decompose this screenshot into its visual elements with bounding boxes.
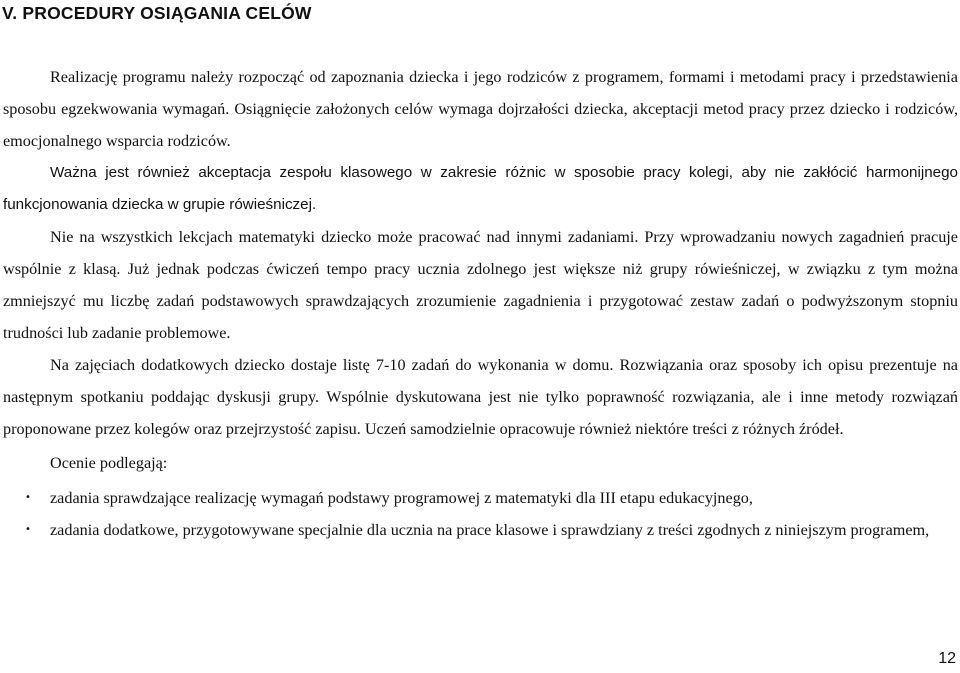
paragraph-realizacja: Realizację programu należy rozpocząć od zapoznania dziecka i jego rodziców z programem, formami i metodami pracy i przedstawienia sposobu egzekwowania wymagań. Osiągnięcie założonych celów wymaga dojrzałości dziecka, akceptacji metod pracy przez dziecko i rodziców, emocjonalnego wsparcia rodziców. — [3, 68, 958, 150]
paragraph-zajecia-dodatkowe: Na zajęciach dodatkowych dziecko dostaje listę 7-10 zadań do wykonania w domu. Rozwiązania oraz sposoby ich opisu prezentuje na następnym spotkaniu poddając dyskusji grupy. Wspólnie dyskutowana jest nie tylko poprawność rozwiązania, ale i inne metody rozwiązań proponowane przez kolegów oraz przejrzystość zapisu. Uczeń samodzielnie opracowuje również niektóre treści z różnych źródeł. — [3, 356, 958, 438]
list-item-text: zadania sprawdzające realizację wymagań podstawy programowej z matematyki dla III etapu edukacyjnego, — [50, 489, 753, 507]
bullet-icon: • — [25, 492, 31, 503]
document-body — [3, 61, 958, 546]
page-number: 12 — [938, 650, 956, 667]
paragraph-akceptacja: Ważna jest również akceptacja zespołu klasowego w zakresie różnic w sposobie pracy kolegi, aby nie zakłócić harmonijnego funkcjonowania dziecka w grupie rówieśniczej. — [3, 164, 958, 213]
paragraph-ocenie-podlegaja: Ocenie podlegają: — [50, 454, 168, 472]
bullet-icon: • — [25, 524, 31, 535]
section-heading: V. PROCEDURY OSIĄGANIA CELÓW — [2, 3, 312, 23]
assessment-list — [3, 482, 958, 546]
list-item — [3, 514, 958, 546]
paragraph-lekcje: Nie na wszystkich lekcjach matematyki dziecko może pracować nad innymi zadaniami. Przy wprowadzaniu nowych zagadnień pracuje wspólnie z klasą. Już jednak podczas ćwiczeń tempo pracy ucznia zdolnego jest większe niż grupy rówieśniczej, w związku z tym można zmniejszyć mu liczbę zadań podstawowych sprawdzających zrozumienie zagadnienia i przygotować zestaw zadań o podwyższonym stopniu trudności lub zadanie problemowe. — [3, 228, 958, 342]
list-item — [3, 482, 958, 514]
list-item-text: zadania dodatkowe, przygotowywane specjalnie dla ucznia na prace klasowe i sprawdziany z treści zgodnych z niniejszym programem, — [50, 521, 930, 539]
